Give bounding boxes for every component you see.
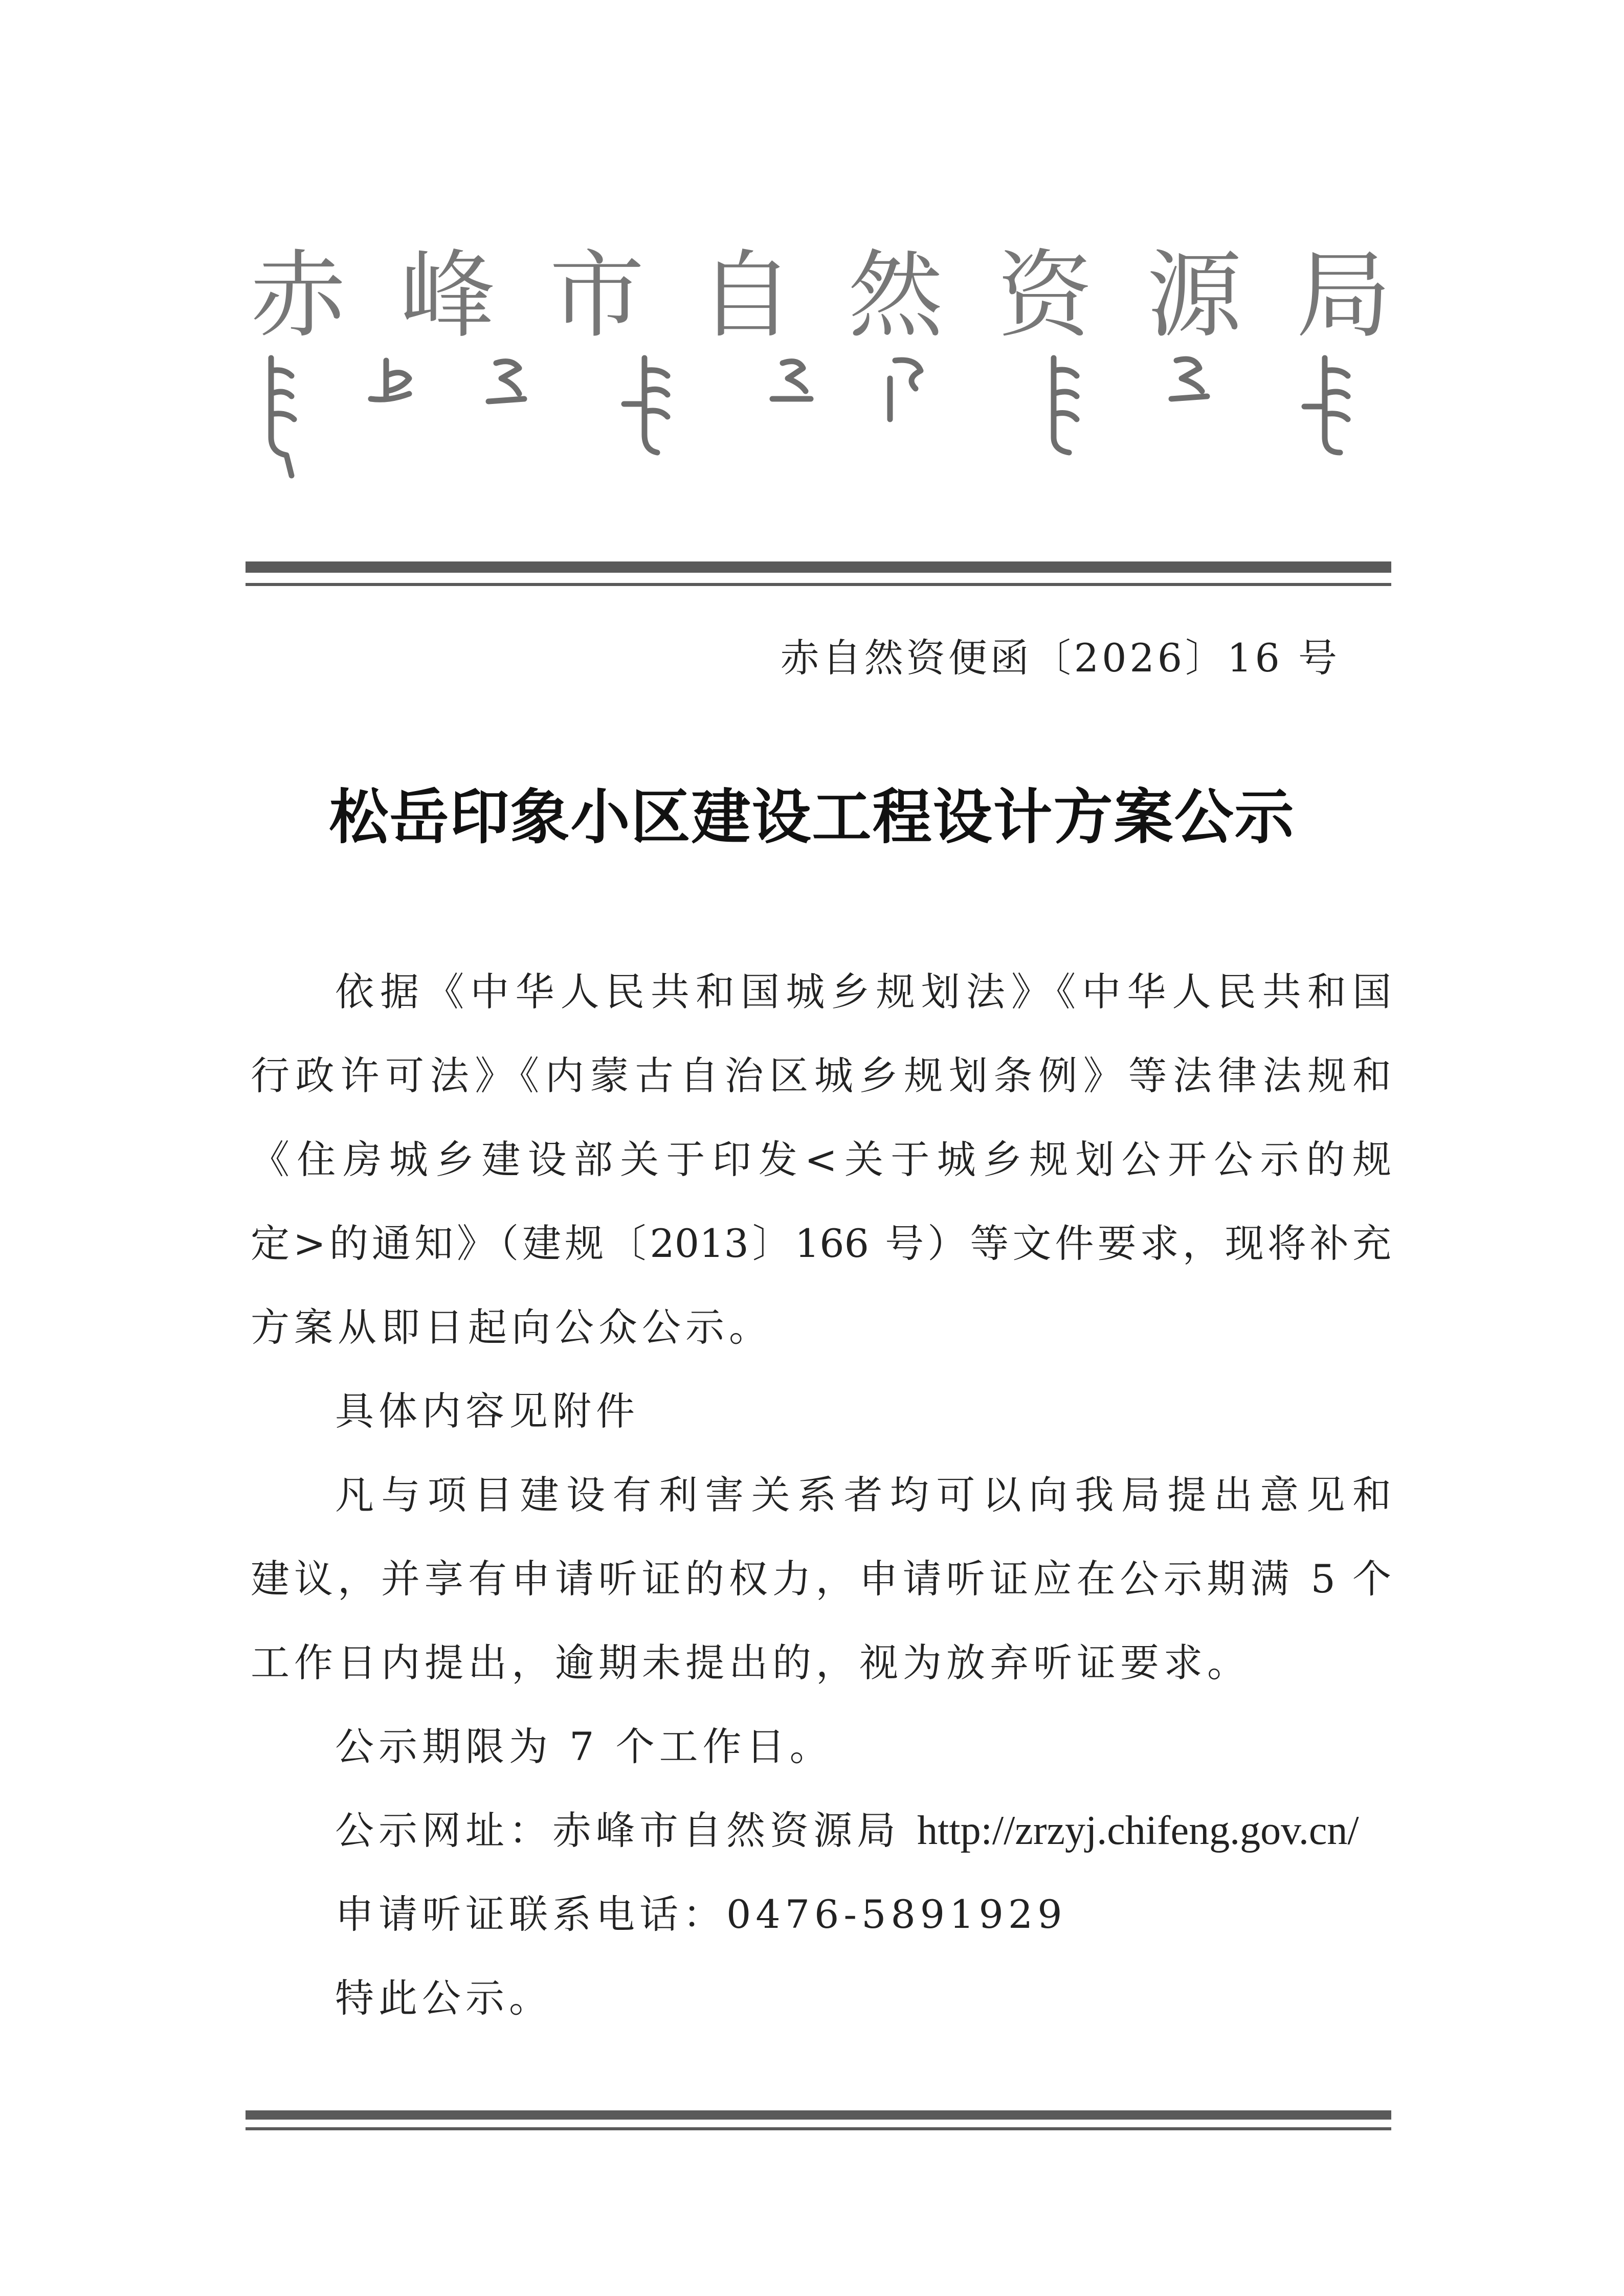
body-line: 凡与项目建设有利害关系者均可以向我局提出意见和 <box>335 1472 1391 1518</box>
website-line <box>251 1789 1391 1873</box>
agency-name-char: 市 <box>549 240 644 351</box>
agency-name-mongolian-logo <box>256 348 1391 481</box>
agency-name-chinese <box>251 240 1391 351</box>
document-reference-number: 赤自然资便函〔2026〕16 号 <box>780 635 1340 681</box>
body-line: 具体内容见附件 <box>335 1388 639 1434</box>
agency-name-char: 然 <box>848 240 943 351</box>
agency-name-char: 资 <box>997 240 1093 351</box>
footer-divider-thin <box>246 2127 1391 2130</box>
body-line: 《住房城乡建设部关于印发<关于城乡规划公开公示的规 <box>251 1137 1391 1182</box>
body-line: 依据《中华人民共和国城乡规划法》《中华人民共和国 <box>335 969 1391 1015</box>
body-line: 建议，并享有申请听证的权力，申请听证应在公示期满 5 个 <box>251 1556 1391 1602</box>
body-line: 行政许可法》《内蒙古自治区城乡规划条例》等法律法规和 <box>251 1053 1391 1098</box>
document-title: 松岳印象小区建设工程设计方案公示 <box>329 782 1295 852</box>
letterhead-divider-thick <box>246 561 1391 573</box>
agency-name-char: 自 <box>698 240 794 351</box>
agency-name-char: 峰 <box>399 240 495 351</box>
body-line: 工作日内提出，逾期未提出的，视为放弃听证要求。 <box>251 1640 1251 1685</box>
website-link[interactable]: http://zrzyj.chifeng.gov.cn/ <box>917 1808 1359 1853</box>
body-line: 公示期限为 7 个工作日。 <box>335 1724 833 1769</box>
body-line: 申请听证联系电话：0476-5891929 <box>335 1892 1067 1937</box>
body-line: 定>的通知》（建规〔2013〕166 号）等文件要求，现将补充 <box>251 1221 1391 1266</box>
letterhead-divider-thin <box>246 583 1391 586</box>
agency-name-char: 源 <box>1146 240 1242 351</box>
document-body <box>251 950 1391 2040</box>
body-line: 特此公示。 <box>335 1975 552 2021</box>
footer-divider-thick <box>246 2110 1391 2120</box>
body-line: 方案从即日起向公众公示。 <box>251 1304 772 1350</box>
agency-name-char: 赤 <box>251 240 346 351</box>
agency-name-char: 局 <box>1296 240 1391 351</box>
website-label: 公示网址：赤峰市自然资源局 <box>335 1808 900 1853</box>
